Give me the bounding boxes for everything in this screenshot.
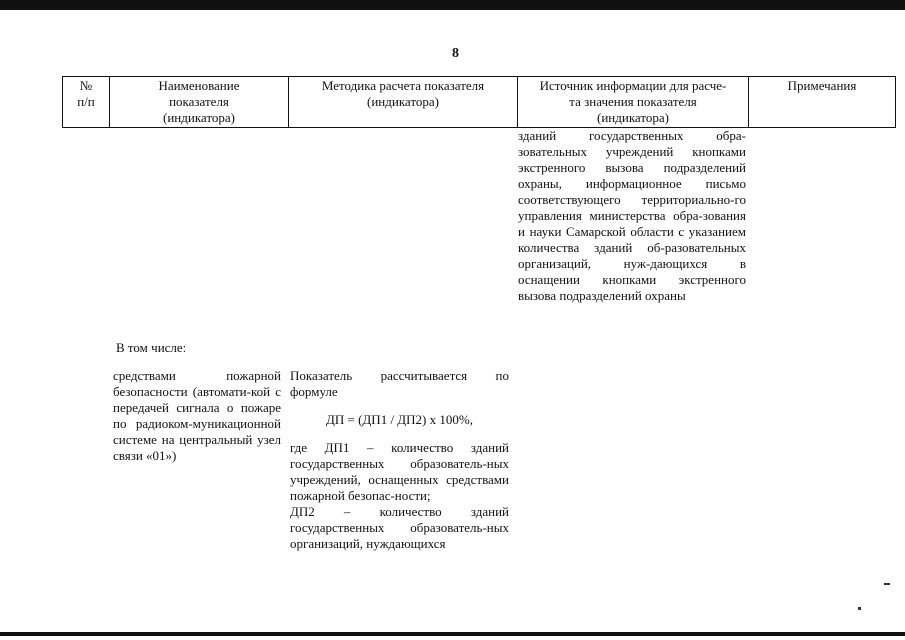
method-definition-dp1: где ДП1 – количество зданий государственных образователь-ных учреждений, оснащенных средствами пожарной безопас-ности; [290, 440, 509, 503]
scan-bottom-border [0, 632, 905, 636]
header-number: № п/п [63, 77, 110, 128]
method-formula: ДП = (ДП1 / ДП2) х 100%, [326, 412, 473, 427]
method-definition-dp2: ДП2 – количество зданий государственных образователь-ных организаций, нуждающихся [290, 504, 509, 551]
calculation-method [290, 368, 509, 552]
scan-mark [858, 607, 861, 610]
header-indicator-name: Наименование показателя (индикатора) [110, 77, 289, 128]
header-calculation-method: Методика расчета показателя (индикатора) [289, 77, 518, 128]
scan-mark [884, 583, 890, 585]
indicator-table-header [62, 76, 896, 128]
header-information-source: Источник информации для расче- та значения показателя (индикатора) [518, 77, 749, 128]
information-source-continuation: зданий государственных обра-зовательных учреждений кнопками экстренного вызова подразделений охраны, информационное письмо соответствующего территориально-го управления министерства обра-зования и науки Самарской области с указанием количества зданий об-разовательных организаций, нуж-дающихся в оснащении кнопками экстренного вызова подразделений охраны [518, 128, 746, 303]
method-intro: Показатель рассчитывается по формуле [290, 368, 509, 399]
indicator-name: средствами пожарной безопасности (автомати-кой с передачей сигнала о пожаре по радиоком-муникационной системе на центральный узел связи «01») [113, 368, 281, 463]
scan-top-border [0, 0, 905, 10]
page-number: 8 [452, 46, 459, 61]
sub-heading: В том числе: [116, 340, 187, 355]
header-notes: Примечания [749, 77, 896, 128]
